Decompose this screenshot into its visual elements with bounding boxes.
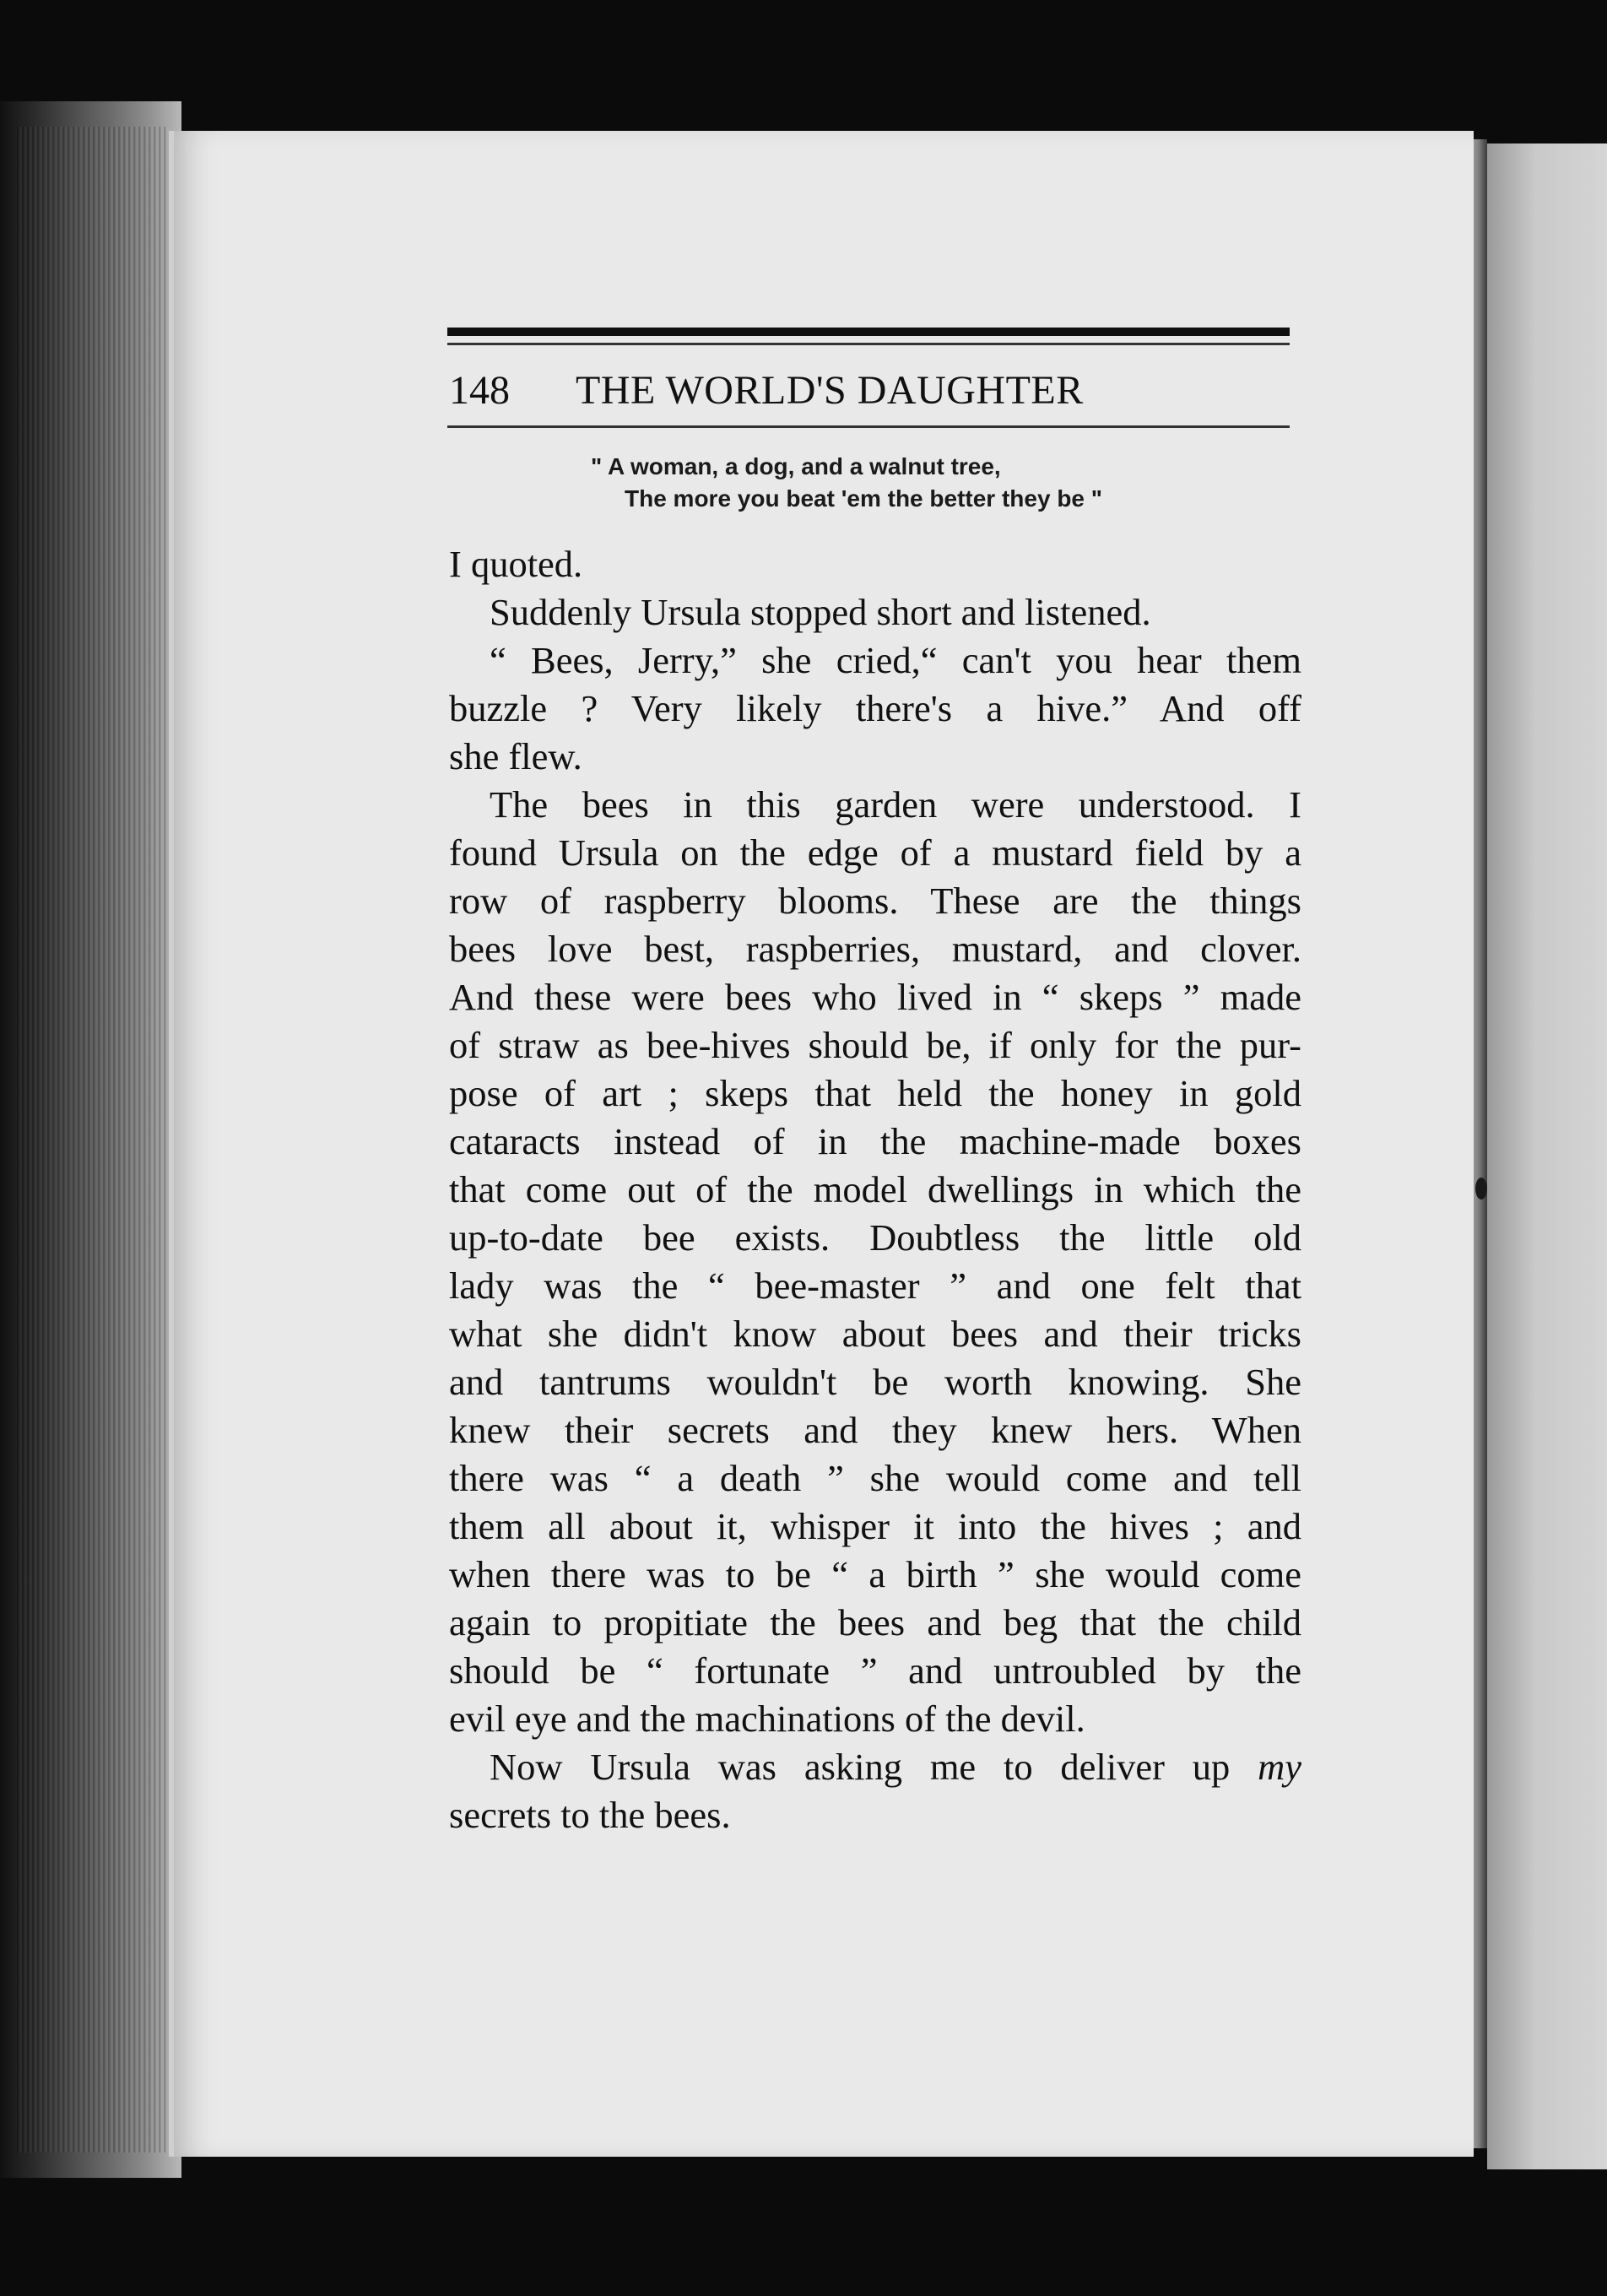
epigraph xyxy=(591,451,1283,515)
page-edge-texture xyxy=(17,127,169,2152)
text-line: she flew. xyxy=(449,735,582,777)
text-line: should be “ fortunate ” and untroubled by the xyxy=(449,1649,1301,1692)
book-title: THE WORLD'S DAUGHTER xyxy=(576,368,1084,413)
text-line: and tantrums wouldn't be worth knowing. She xyxy=(449,1361,1301,1403)
text-line: And these were bees who lived in “ skeps ” made xyxy=(449,976,1301,1018)
text-line: buzzle ? Very likely there's a hive.” And off xyxy=(449,687,1301,729)
text-line: of straw as bee-hives should be, if only for the pur- xyxy=(449,1024,1301,1066)
text-line: what she didn't know about bees and their tricks xyxy=(449,1313,1301,1355)
text-line: pose of art ; skeps that held the honey in gold xyxy=(449,1072,1301,1114)
ink-blot xyxy=(1475,1178,1487,1199)
epigraph-line: The more you beat 'em the better they be " xyxy=(625,485,1103,512)
body-text xyxy=(449,540,1301,1839)
text-line: evil eye and the machinations of the devil. xyxy=(449,1698,1085,1740)
text-line: knew their secrets and they knew hers. When xyxy=(449,1409,1301,1451)
text-line: bees love best, raspberries, mustard, and clover. xyxy=(449,928,1301,970)
text-line: there was “ a death ” she would come and tell xyxy=(449,1457,1301,1499)
text-line: Suddenly Ursula stopped short and listened. xyxy=(490,591,1151,633)
text-line: up-to-date bee exists. Doubtless the little old xyxy=(449,1216,1301,1259)
text-line: them all about it, whisper it into the hives ; and xyxy=(449,1505,1301,1547)
text-line: The bees in this garden were understood. I xyxy=(490,783,1301,826)
text-line: secrets to the bees. xyxy=(449,1794,731,1836)
text-line: I quoted. xyxy=(449,543,583,585)
running-head xyxy=(449,361,1293,420)
epigraph-line: " A woman, a dog, and a walnut tree, xyxy=(591,453,1001,479)
italic-word: my xyxy=(1258,1746,1301,1788)
text-line: Now Ursula was asking me to deliver up my xyxy=(490,1746,1301,1788)
text-line: “ Bees, Jerry,” she cried,“ can't you hear them xyxy=(490,639,1301,681)
page-number: 148 xyxy=(449,368,510,413)
header-rule-thin xyxy=(447,343,1290,345)
text-line: again to propitiate the bees and beg that the child xyxy=(449,1601,1301,1643)
text-line: that come out of the model dwellings in which the xyxy=(449,1168,1301,1210)
header-rule-thick xyxy=(447,328,1290,336)
text-line: row of raspberry blooms. These are the things xyxy=(449,880,1301,922)
text-line: when there was to be “ a birth ” she would come xyxy=(449,1553,1301,1595)
text-line: found Ursula on the edge of a mustard field by a xyxy=(449,831,1301,874)
header-underline xyxy=(447,425,1290,428)
text-line: cataracts instead of in the machine-made boxes xyxy=(449,1120,1301,1162)
text-line: lady was the “ bee-master ” and one felt that xyxy=(449,1264,1301,1307)
facing-page-edge xyxy=(1487,144,1607,2169)
